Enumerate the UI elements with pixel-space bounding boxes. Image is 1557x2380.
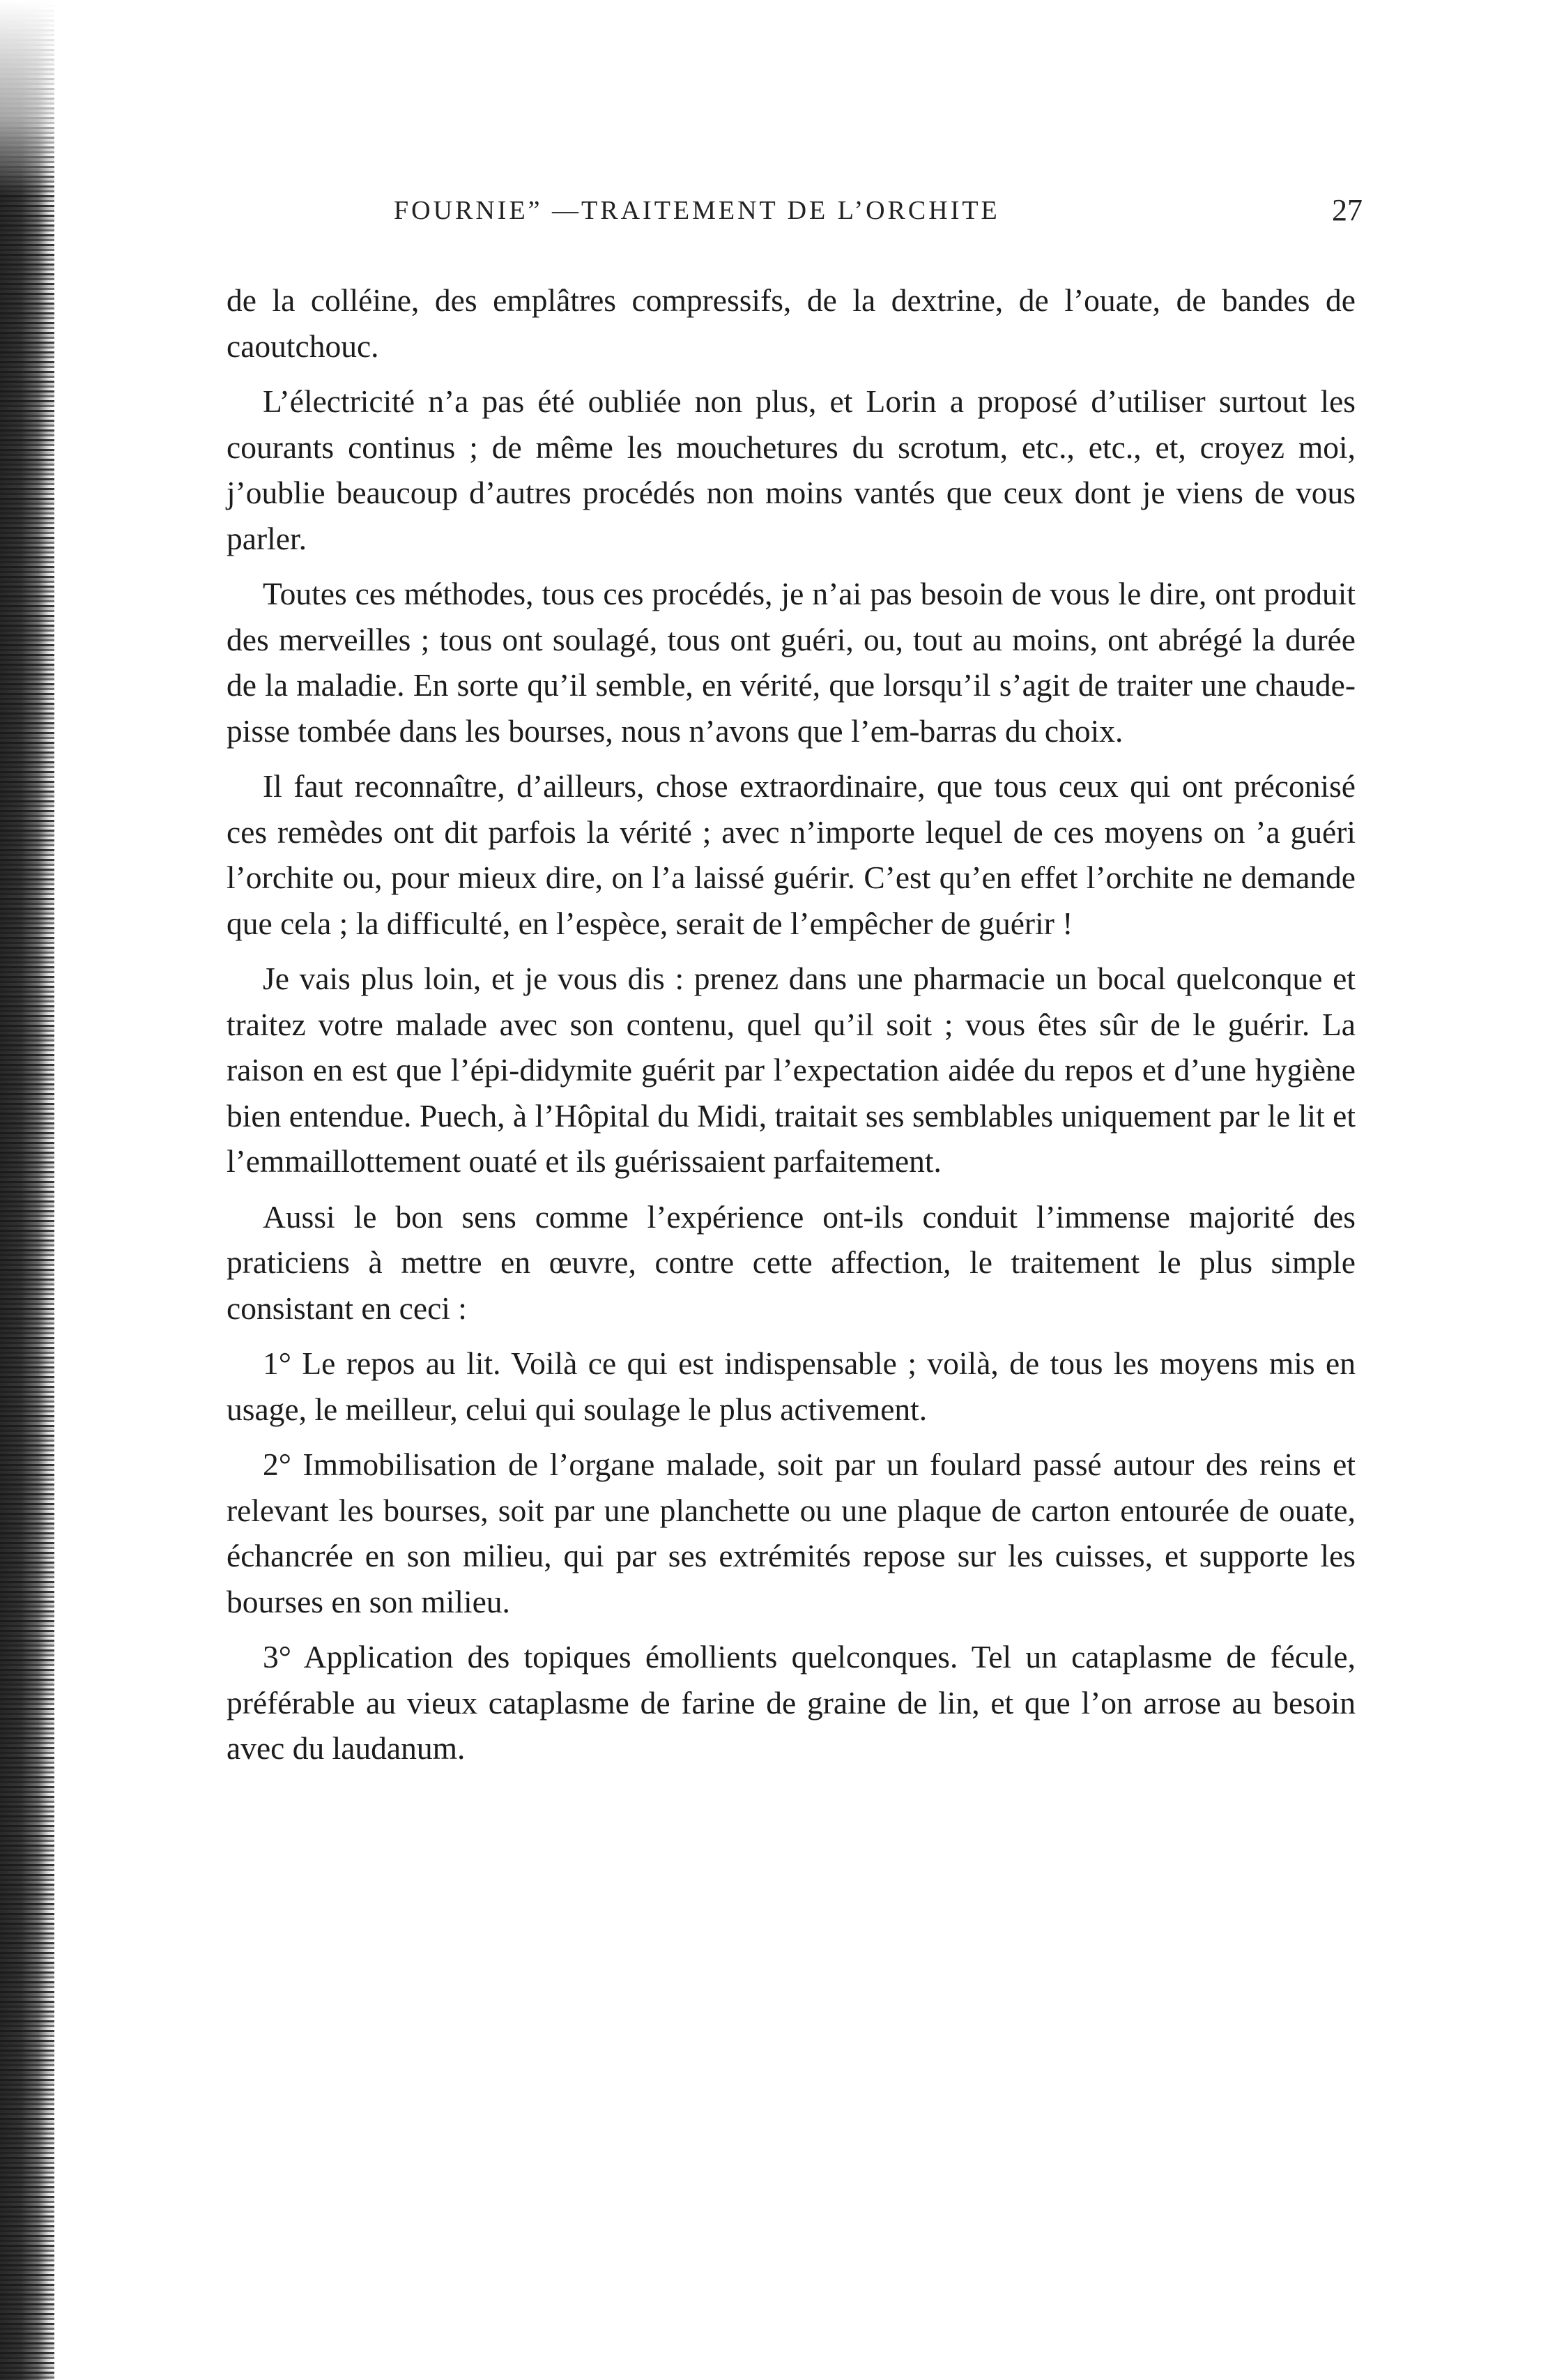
paragraph-4: Il faut reconnaître, d’ailleurs, chose extraordinaire, que tous ceux qui ont préconisé ces remèdes ont dit parfois la vérité ; avec n’importe lequel de ces moyens on ’a guéri l’orchite ou, pour mieux dire, on l’a laissé guérir. C’est qu’en effet l’orchite ne demande que cela ; la difficulté, en l’espèce, serait de l’empêcher de guérir ! <box>227 768 1356 941</box>
list-item-1: 1° Le repos au lit. Voilà ce qui est indispensable ; voilà, de tous les moyens mis en usage, le meilleur, celui qui soulage le plus activement. <box>227 1345 1356 1427</box>
paragraph-1: de la colléine, des emplâtres compressifs, de la dextrine, de l’ouate, de bandes de caoutchouc. <box>227 282 1356 364</box>
paragraph-6: Aussi le bon sens comme l’expérience ont-ils conduit l’immense majorité des praticiens à mettre en œuvre, contre cette affection, le traitement le plus simple consistant en ceci : <box>227 1198 1356 1326</box>
paragraph-5: Je vais plus loin, et je vous dis : prenez dans une pharmacie un bocal quelconque et traitez votre malade avec son contenu, quel qu’il soit ; vous êtes sûr de le guérir. La raison en est que l’épi-didymite guérit par l’expectation aidée du repos et d’une hygiène bien entendue. Puech, à l’Hôpital du Midi, traitait ses semblables uniquement par le lit et l’emmaillottement ouaté et ils guérissaient parfaitement. <box>227 961 1356 1179</box>
body-text <box>227 277 1356 1771</box>
running-head <box>227 193 1363 237</box>
scan-edge-fade <box>0 0 54 195</box>
page-number: 27 <box>1332 193 1363 227</box>
book-page <box>227 193 1363 1781</box>
scan-binding-edge <box>0 0 54 2380</box>
list-item-3: 3° Application des topiques émollients quelconques. Tel un cataplasme de fécule, préférable au vieux cataplasme de farine de graine de lin, et que l’on arrose au besoin avec du laudanum. <box>227 1639 1356 1766</box>
running-head-title: FOURNIE” —TRAITEMENT DE L’ORCHITE <box>394 196 1000 225</box>
paragraph-2: L’électricité n’a pas été oubliée non plus, et Lorin a proposé d’utiliser surtout les courants continus ; de même les mouchetures du scrotum, etc., etc., et, croyez moi, j’oublie beaucoup d’autres procédés non moins vantés que ceux dont je viens de vous parler. <box>227 383 1356 556</box>
paragraph-3: Toutes ces méthodes, tous ces procédés, je n’ai pas besoin de vous le dire, ont produit des merveilles ; tous ont soulagé, tous ont guéri, ou, tout au moins, ont abrégé la durée de la maladie. En sorte qu’il semble, en vérité, que lorsqu’il s’agit de traiter une chaude-pisse tombée dans les bourses, nous n’avons que l’em-barras du choix. <box>227 576 1356 749</box>
list-item-2: 2° Immobilisation de l’organe malade, soit par un foulard passé autour des reins et relevant les bourses, soit par une planchette ou une plaque de carton entourée de ouate, échancrée en son milieu, qui par ses extrémités repose sur les cuisses, et supporte les bourses en son milieu. <box>227 1447 1356 1619</box>
